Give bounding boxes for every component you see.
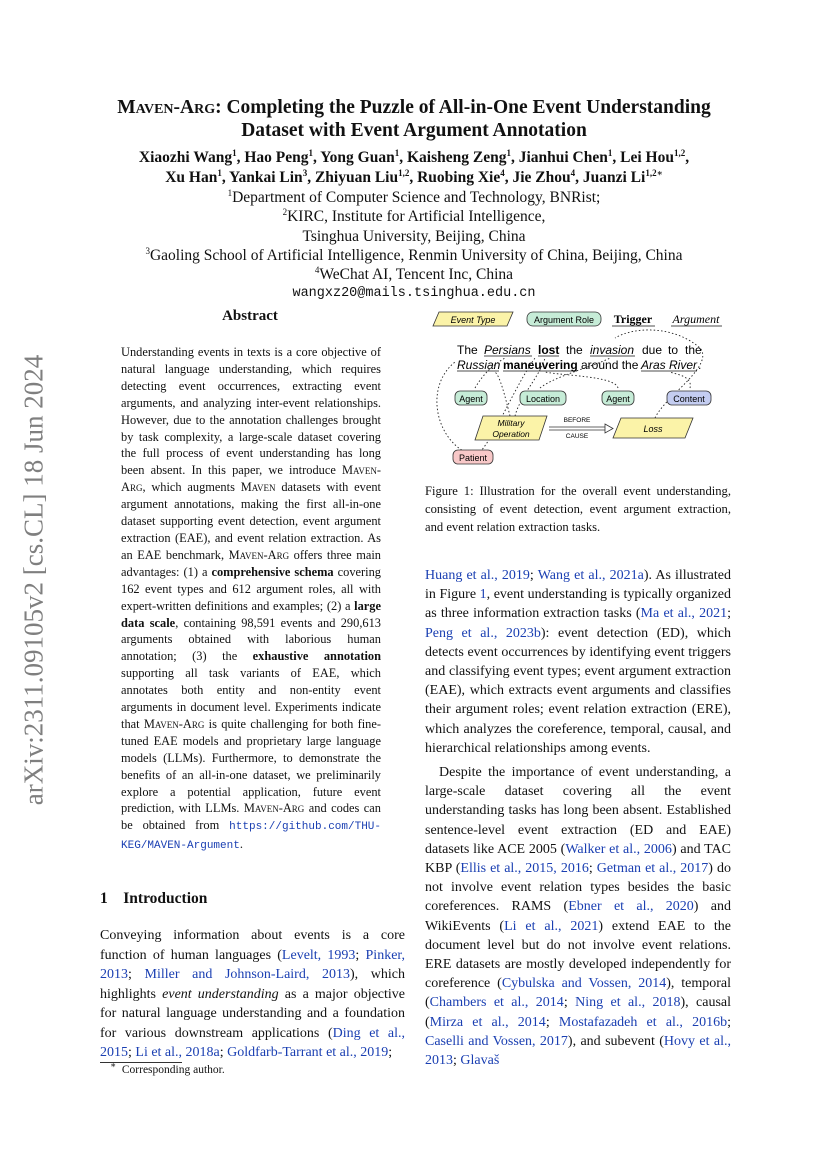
intro-left-column: Conveying information about events is a core function of human languages (Levelt, 1993; Pinker, 2013; Miller and Johnson-Laird, 2013), which highlights event understanding as a major objective for natural language understanding and a foundation for various downstream applications (Ding et al., 2015; Li et al., 2018a; Goldfarb-Tarrant et al., 2019; bbox=[100, 928, 406, 1060]
svg-text:Military: Military bbox=[497, 418, 525, 428]
affiliation: Tsinghua University, Beijing, China bbox=[302, 228, 526, 245]
affiliation: $^3$Gaoling School of Artificial Intelligence, Renmin University of China, Beijing, China bbox=[145, 245, 683, 264]
svg-text:Aras River: Aras River bbox=[641, 358, 698, 372]
svg-text:maneuvering: maneuvering bbox=[503, 358, 578, 372]
relation-before: BEFORE bbox=[563, 417, 591, 424]
paper-title bbox=[0, 96, 828, 142]
legend-trigger-label: Trigger bbox=[613, 312, 653, 326]
svg-text:Patient: Patient bbox=[458, 453, 488, 463]
svg-text:invasion: invasion bbox=[590, 343, 635, 357]
legend bbox=[433, 312, 722, 326]
title-prefix: Maven-Arg bbox=[117, 97, 216, 118]
author: Yankai Lin bbox=[229, 169, 303, 186]
svg-text:around the: around the bbox=[581, 358, 639, 372]
author-line-1: Xiaozhi Wang$^1$, Hao Peng$^1$, Yong Guan$^1$, Kaisheng Zeng$^1$, Jianhui Chen$^1$, Lei Hou$^{1,2}$, bbox=[138, 147, 690, 166]
affiliation: $^2$KIRC, Institute for Artificial Intelligence, bbox=[282, 206, 546, 225]
author: Kaisheng Zeng bbox=[406, 149, 507, 166]
author: Yong Guan bbox=[320, 149, 395, 166]
svg-text:lost: lost bbox=[538, 343, 560, 357]
author: Ruobing Xie bbox=[417, 169, 501, 186]
svg-text:due: due bbox=[642, 343, 663, 357]
author: Jianhui Chen bbox=[518, 149, 608, 166]
email[interactable]: wangxz20@mails.tsinghua.edu.cn bbox=[292, 286, 536, 301]
svg-text:Agent: Agent bbox=[459, 394, 483, 404]
svg-text:the: the bbox=[685, 343, 702, 357]
affiliation: $^4$WeChat AI, Tencent Inc, China bbox=[314, 264, 514, 283]
relation-arrow bbox=[549, 417, 613, 440]
relation-cause: CAUSE bbox=[565, 433, 589, 440]
svg-text:to: to bbox=[668, 343, 679, 357]
svg-text:Loss: Loss bbox=[643, 424, 663, 434]
arxiv-watermark: arXiv:2311.09105v2 [cs.CL] 18 Jun 2024 bbox=[18, 354, 49, 806]
example-sentence bbox=[457, 343, 702, 372]
author: Jie Zhou bbox=[512, 169, 571, 186]
author: Juanzi Li bbox=[582, 169, 646, 186]
legend-argument-label: Argument bbox=[672, 312, 720, 326]
author: Xu Han bbox=[165, 169, 218, 186]
affiliation: $^1$Department of Computer Science and Technology, BNRist; bbox=[227, 187, 601, 206]
svg-text:Agent: Agent bbox=[606, 394, 630, 404]
legend-argument-role-label: Argument Role bbox=[533, 315, 595, 325]
author-line-2: Xu Han$^1$, Yankai Lin$^3$, Zhiyuan Liu$^{1,2}$, Ruobing Xie$^4$, Jie Zhou$^4$, Juanzi $Li^{1,2∗}$ bbox=[165, 167, 663, 186]
svg-text:the: the bbox=[566, 343, 583, 357]
author: Lei Hou bbox=[620, 149, 674, 166]
abstract-heading: Abstract bbox=[222, 308, 278, 324]
title-line1: : Completing the Puzzle of All-in-One Event Understanding bbox=[215, 97, 711, 118]
figure-1 bbox=[425, 306, 735, 474]
svg-text:Operation: Operation bbox=[492, 429, 530, 439]
author: Zhiyuan Liu bbox=[314, 169, 399, 186]
section-heading: 1 Introduction bbox=[100, 890, 208, 907]
svg-text:.: . bbox=[698, 358, 702, 372]
github-link[interactable]: https://github.com/THU-KEG/MAVEN-Argument bbox=[121, 821, 381, 853]
author: Hao Peng bbox=[244, 149, 309, 166]
intro-right-column: Huang et al., 2019; Wang et al., 2021a). As illustrated in Figure 1, event understanding is typically organized as three information extraction tasks (Ma et al., 2021; Peng et al., 2023b): event detection (ED), which detects event occurrences by identifying event triggers and classifying event types; event argument extraction (EAE), which extracts event arguments and classifies their argument roles; event relation extraction (ERE), which analyzes the coreference, temporal, causal, and hierarchical relationships among events. Despite the importance of event understanding, a large-scale dataset covering all the event understanding tasks has long been absent. Established sentence-level event extraction (ED and EAE) datasets like ACE 2005 (Walker et al., 2006) and TAC KBP (Ellis et al., 2015, 2016; Getman et al., 2017) do not involve event relation types besides the basic coreferences. RAMS (Ebner et al., 2020) and WikiEvents (Li et al., 2021) extend EAE to the document level but do not involve event relations. ERE datasets are mostly developed independently for coreference (Cybulska and Vossen, 2014), temporal (Chambers et al., 2014; Ning et al., 2018), causal (Mirza et al., 2014; Mostafazadeh et al., 2016b; Caselli and Vossen, 2017), and subevent (Hovy et al., 2013; Glavaš bbox=[425, 568, 732, 1069]
svg-text:Persians: Persians bbox=[484, 343, 531, 357]
footnote: ∗ Corresponding author. bbox=[110, 1060, 225, 1076]
svg-text:Content: Content bbox=[673, 394, 705, 404]
svg-text:The: The bbox=[457, 343, 478, 357]
title-line2: Dataset with Event Argument Annotation bbox=[241, 120, 587, 141]
figure-caption: Figure 1: Illustration for the overall event understanding, consisting of event detection, event argument extraction, and event relation extraction tasks. bbox=[425, 484, 731, 534]
svg-text:Russian: Russian bbox=[457, 358, 501, 372]
legend-event-type-label: Event Type bbox=[450, 315, 496, 325]
author: Xiaozhi Wang bbox=[138, 149, 233, 166]
abstract-text: Understanding events in texts is a core objective of natural language understanding, which requires detecting event occurrences, extracting event arguments, and analyzing inter-event relationships. However, due to the annotation challenges brought by task complexity, a large-scale dataset covering the full process of event understanding has long been absent. In this paper, we introduce Maven-Arg, which augments Maven datasets with event argument annotations, making the first all-in-one dataset supporting event detection, event argument extraction (EAE), and event relation extraction. As an EAE benchmark, Maven-Arg offers three main advantages: (1) a comprehensive schema covering 162 event types and 612 argument roles, all with expert-written definitions and examples; (2) a large data scale, containing 98,591 events and 290,613 arguments obtained with laborious human annotation; (3) the exhaustive annotation supporting all task variants of EAE, which annotates both entity and non-entity event arguments in document level. Experiments indicate that Maven-Arg is quite challenging for both fine-tuned EAE models and proprietary large language models (LLMs). Furthermore, to demonstrate the benefits of an all-in-one dataset, we preliminarily explore a potential application, future event prediction, with LLMs. Maven-Arg and codes can be obtained from https://github.com/THU-KEG/MAVEN-Argument. bbox=[121, 345, 382, 853]
svg-text:Location: Location bbox=[525, 394, 561, 404]
